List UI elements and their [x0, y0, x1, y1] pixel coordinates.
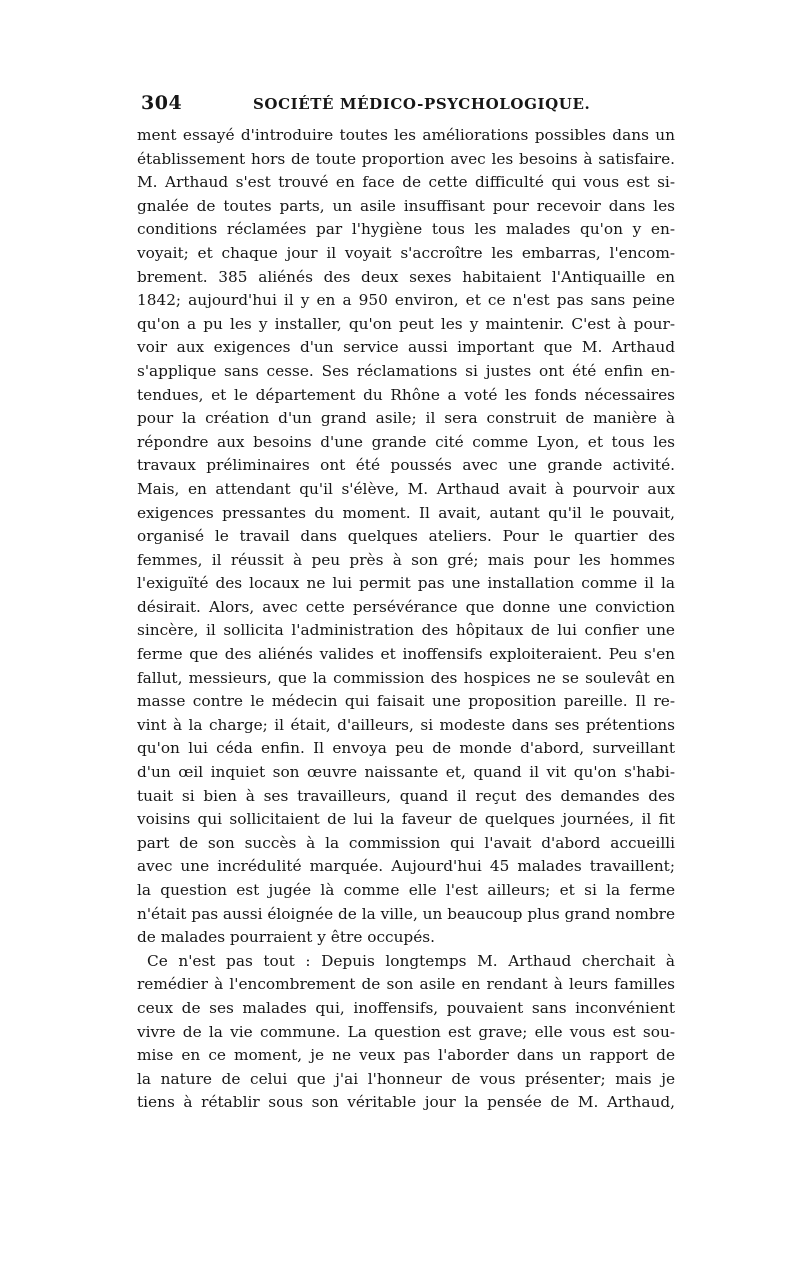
text-line: masse contre le médecin qui faisait une proposition pareille. Il re- [137, 692, 675, 711]
text-line: ceux de ses malades qui, inoffensifs, pouvaient sans inconvénient [137, 998, 675, 1017]
text-line: désirait. Alors, avec cette persévérance que donne une conviction [137, 597, 675, 616]
text-line: remédier à l'encombrement de son asile en rendant à leurs familles [137, 975, 675, 994]
text-line: n'était pas aussi éloignée de la ville, un beaucoup plus grand nombre [137, 904, 675, 923]
text-line: fallut, messieurs, que la commission des hospices ne se soulevât en [137, 668, 675, 687]
running-title: SOCIÉTÉ MÉDICO-PSYCHOLOGIQUE. [253, 95, 591, 113]
body-text [137, 124, 675, 1115]
text-line: qu'on lui céda enfin. Il envoya peu de monde d'abord, surveillant [137, 739, 675, 758]
text-line: conditions réclamées par l'hygiène tous les malades qu'on y en- [137, 220, 675, 239]
text-line: Ce n'est pas tout : Depuis longtemps M. Arthaud cherchait à [147, 951, 675, 970]
text-line: qu'on a pu les y installer, qu'on peut les y maintenir. C'est à pour- [137, 314, 675, 333]
text-line: avec une incrédulité marquée. Aujourd'hui 45 malades travaillent; [137, 857, 675, 876]
text-line: vivre de la vie commune. La question est grave; elle vous est sou- [137, 1022, 675, 1041]
text-line: tuait si bien à ses travailleurs, quand il reçut des demandes des [137, 786, 675, 805]
text-line: 1842; aujourd'hui il y en a 950 environ, et ce n'est pas sans peine [137, 291, 675, 310]
text-line: d'un œil inquiet son œuvre naissante et, quand il vit qu'on s'habi- [137, 763, 675, 782]
text-line: gnalée de toutes parts, un asile insuffisant pour recevoir dans les [137, 196, 675, 215]
text-line: femmes, il réussit à peu près à son gré; mais pour les hommes [137, 550, 675, 569]
page-header [135, 92, 675, 124]
text-line: l'exiguïté des locaux ne lui permit pas une installation comme il la [137, 574, 675, 593]
text-line: voyait; et chaque jour il voyait s'accroître les embarras, l'encom- [137, 243, 675, 262]
text-line: ferme que des aliénés valides et inoffensifs exploiteraient. Peu s'en [137, 645, 675, 664]
text-line: part de son succès à la commission qui l'avait d'abord accueilli [137, 833, 675, 852]
text-line: organisé le travail dans quelques ateliers. Pour le quartier des [137, 527, 675, 546]
text-line: tendues, et le département du Rhône a voté les fonds nécessaires [137, 385, 675, 404]
text-line: exigences pressantes du moment. Il avait, autant qu'il le pouvait, [137, 503, 675, 522]
text-line: tiens à rétablir sous son véritable jour la pensée de M. Arthaud, [137, 1093, 675, 1112]
text-line: voir aux exigences d'un service aussi important que M. Arthaud [137, 338, 675, 357]
text-line: pour la création d'un grand asile; il sera construit de manière à [137, 409, 675, 428]
text-line: sincère, il sollicita l'administration des hôpitaux de lui confier une [137, 621, 675, 640]
text-line: travaux préliminaires ont été poussés avec une grande activité. [137, 456, 675, 475]
text-line: mise en ce moment, je ne veux pas l'aborder dans un rapport de [137, 1046, 675, 1065]
text-line: la question est jugée là comme elle l'est ailleurs; et si la ferme [137, 881, 675, 899]
text-line: M. Arthaud s'est trouvé en face de cette difficulté qui vous est si- [137, 173, 675, 192]
text-line: s'applique sans cesse. Ses réclamations si justes ont été enfin en- [137, 361, 675, 380]
text-line: établissement hors de toute proportion avec les besoins à satisfaire. [137, 149, 675, 168]
text-line: la nature de celui que j'ai l'honneur de vous présenter; mais je [137, 1069, 675, 1088]
page-number: 304 [141, 92, 183, 114]
text-line: Mais, en attendant qu'il s'élève, M. Arthaud avait à pourvoir aux [137, 479, 675, 498]
text-line: ment essayé d'introduire toutes les améliorations possibles dans un [137, 126, 675, 144]
text-line: brement. 385 aliénés des deux sexes habitaient l'Antiquaille en [137, 267, 675, 286]
text-line: voisins qui sollicitaient de lui la faveur de quelques journées, il fit [137, 810, 675, 829]
text-line: répondre aux besoins d'une grande cité comme Lyon, et tous les [137, 432, 675, 451]
text-line: de malades pourraient y être occupés. [137, 928, 435, 947]
text-line: vint à la charge; il était, d'ailleurs, si modeste dans ses prétentions [137, 715, 675, 734]
